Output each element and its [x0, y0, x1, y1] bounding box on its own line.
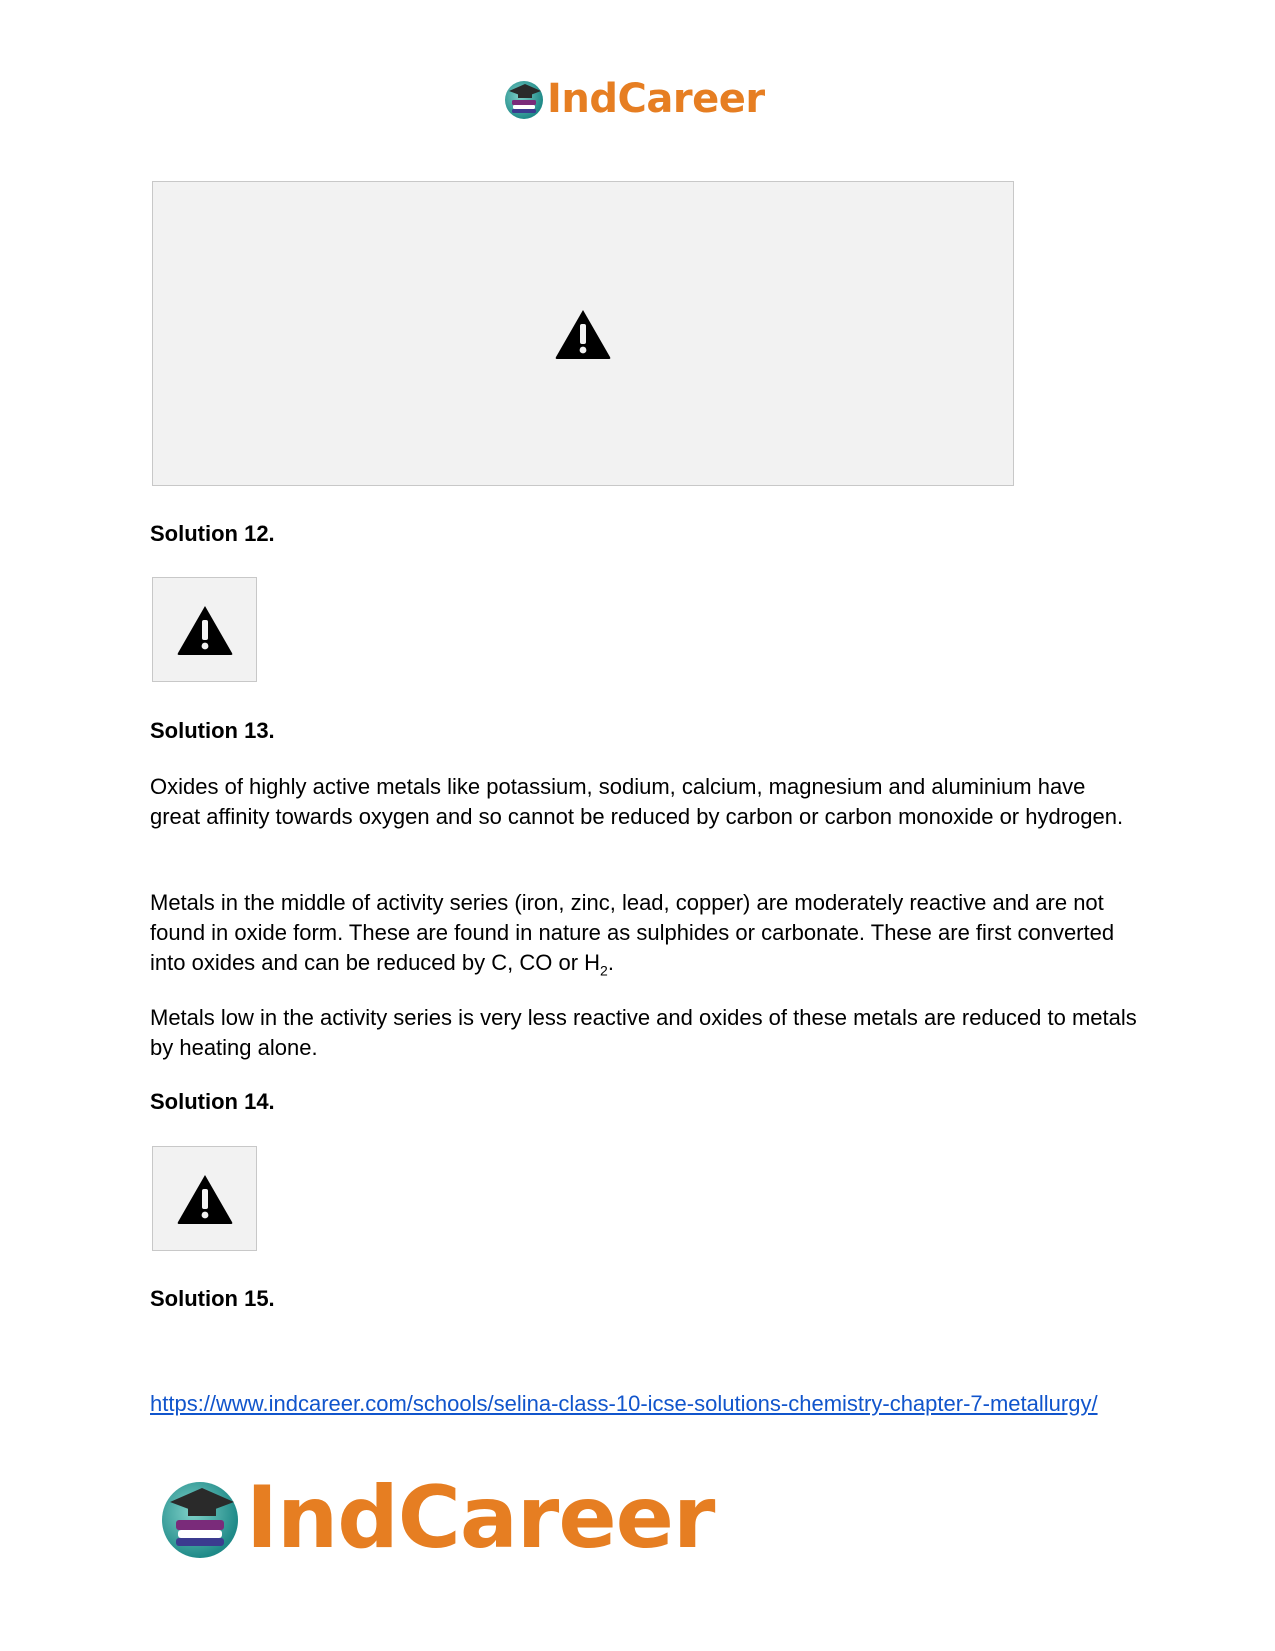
footer-logo — [158, 1468, 714, 1568]
header-logo — [503, 76, 765, 122]
solution-13-paragraph-2 — [150, 888, 1140, 978]
logo-wordmark: IndCareer — [547, 76, 765, 122]
logo-emblem-icon — [158, 1476, 242, 1560]
logo-emblem-icon — [503, 78, 545, 120]
solution-14-heading: Solution 14. — [150, 1089, 275, 1114]
solution-13-paragraph-3: Metals low in the activity series is very less reactive and oxides of these metals are reduced to metals by heating alone. — [150, 1005, 1137, 1060]
warning-triangle-icon — [176, 604, 234, 656]
warning-triangle-icon — [176, 1173, 234, 1225]
logo-wordmark: IndCareer — [246, 1468, 715, 1568]
source-link[interactable]: https://www.indcareer.com/schools/selina-class-10-icse-solutions-chemistry-chapter-7-metallurgy/ — [150, 1391, 1098, 1416]
warning-triangle-icon — [554, 308, 612, 360]
broken-image-placeholder — [152, 577, 257, 682]
solution-15-heading: Solution 15. — [150, 1286, 275, 1311]
broken-image-placeholder — [152, 181, 1014, 486]
broken-image-placeholder — [152, 1146, 257, 1251]
paragraph-2-text: Metals in the middle of activity series (iron, zinc, lead, copper) are moderately reactive and are not found in oxide form. These are found in nature as sulphides or carbonate. These are first converted into oxides and can be reduced by C, CO or H — [150, 890, 1115, 975]
solution-13-paragraph-1: Oxides of highly active metals like potassium, sodium, calcium, magnesium and aluminium have great affinity towards oxygen and so cannot be reduced by carbon or carbon monoxide or hydrogen. — [150, 774, 1124, 829]
solution-12-heading: Solution 12. — [150, 521, 275, 546]
solution-13-heading: Solution 13. — [150, 718, 275, 743]
subscript-2: 2 — [600, 962, 608, 979]
paragraph-2-end: . — [607, 950, 614, 975]
